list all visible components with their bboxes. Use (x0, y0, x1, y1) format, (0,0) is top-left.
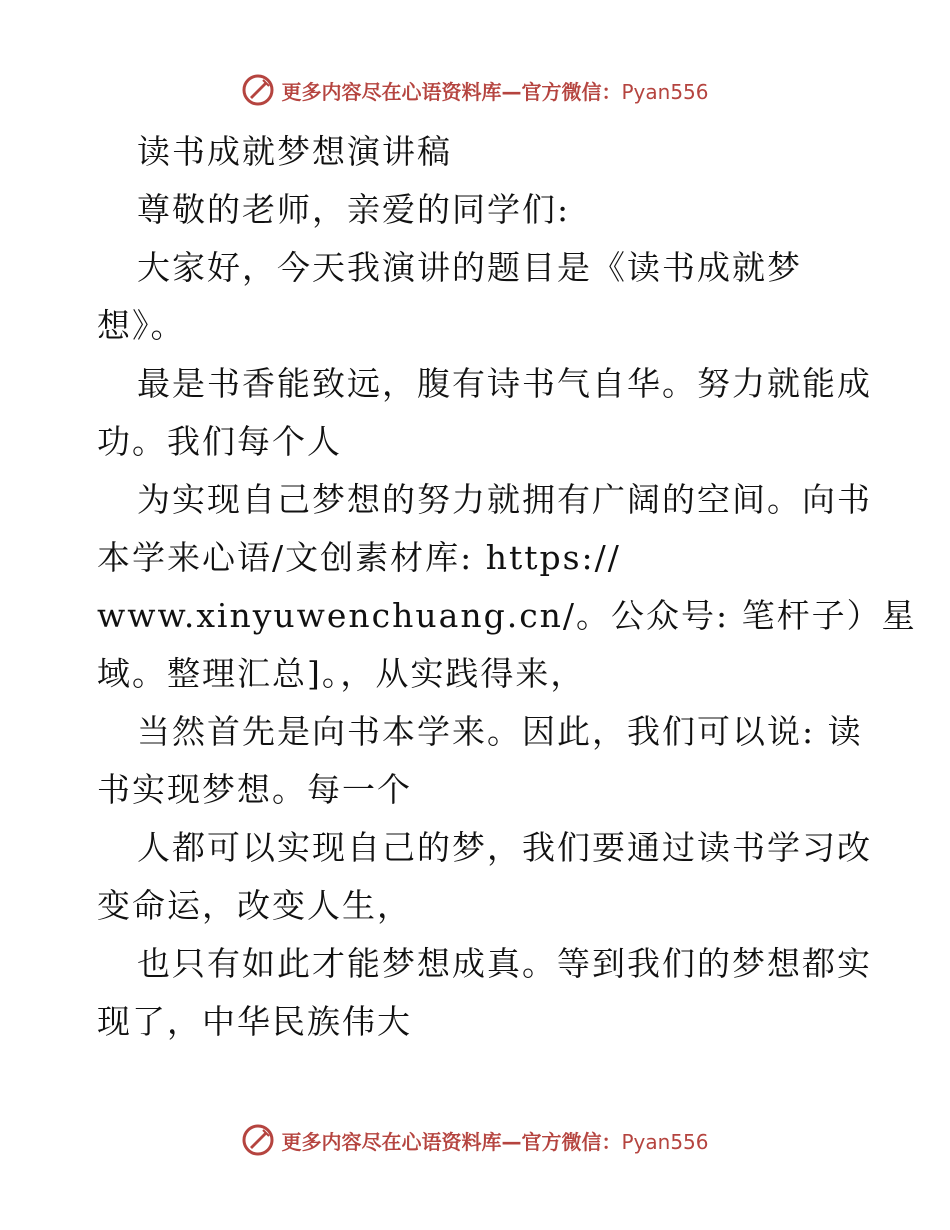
paragraph-line: 现了，中华民族伟大 (97, 1002, 412, 1041)
quill-logo-icon (241, 73, 275, 107)
salutation-line: 尊敬的老师，亲爱的同学们: (137, 190, 571, 229)
header-watermark-text (281, 76, 708, 105)
paragraph-line: 为实现自己梦想的努力就拥有广阔的空间。向书 (137, 480, 872, 519)
paragraph-line: 当然首先是向书本学来。因此，我们可以说: 读 (137, 712, 863, 751)
paragraph-line: 本学来心语/文创素材库: https:// (97, 538, 621, 577)
paragraph-line: 大家好，今天我演讲的题目是《读书成就梦 (137, 248, 802, 287)
paragraph-line: 变命运，改变人生， (97, 886, 412, 925)
header-watermark-banner (0, 70, 950, 110)
document-body (97, 123, 917, 1051)
footer-watermark-text (281, 1126, 708, 1155)
paragraph-line: 人都可以实现自己的梦，我们要通过读书学习改 (137, 828, 872, 867)
paragraph-line: 想》。 (97, 306, 186, 345)
paragraph-line: 功。我们每个人 (97, 422, 342, 461)
document-title: 读书成就梦想演讲稿 (137, 132, 452, 171)
paragraph-line: 域。整理汇总]。，从实践得来， (97, 654, 586, 693)
header-watermark-cn: 更多内容尽在心语资料库—官方微信： (281, 79, 622, 104)
paragraph-line: 书实现梦想。每一个 (97, 770, 412, 809)
paragraph-line: 也只有如此才能梦想成真。等到我们的梦想都实 (137, 944, 872, 983)
footer-watermark-banner (0, 1120, 950, 1160)
footer-watermark-cn: 更多内容尽在心语资料库—官方微信： (281, 1129, 622, 1154)
paragraph-line: www.xinyuwenchuang.cn/。公众号: 笔杆子）星 (97, 596, 917, 635)
quill-logo-icon (241, 1123, 275, 1157)
paragraph-line: 最是书香能致远，腹有诗书气自华。努力就能成 (137, 364, 872, 403)
footer-watermark-en: Pyan556 (621, 1129, 709, 1154)
header-watermark-en: Pyan556 (621, 79, 709, 104)
